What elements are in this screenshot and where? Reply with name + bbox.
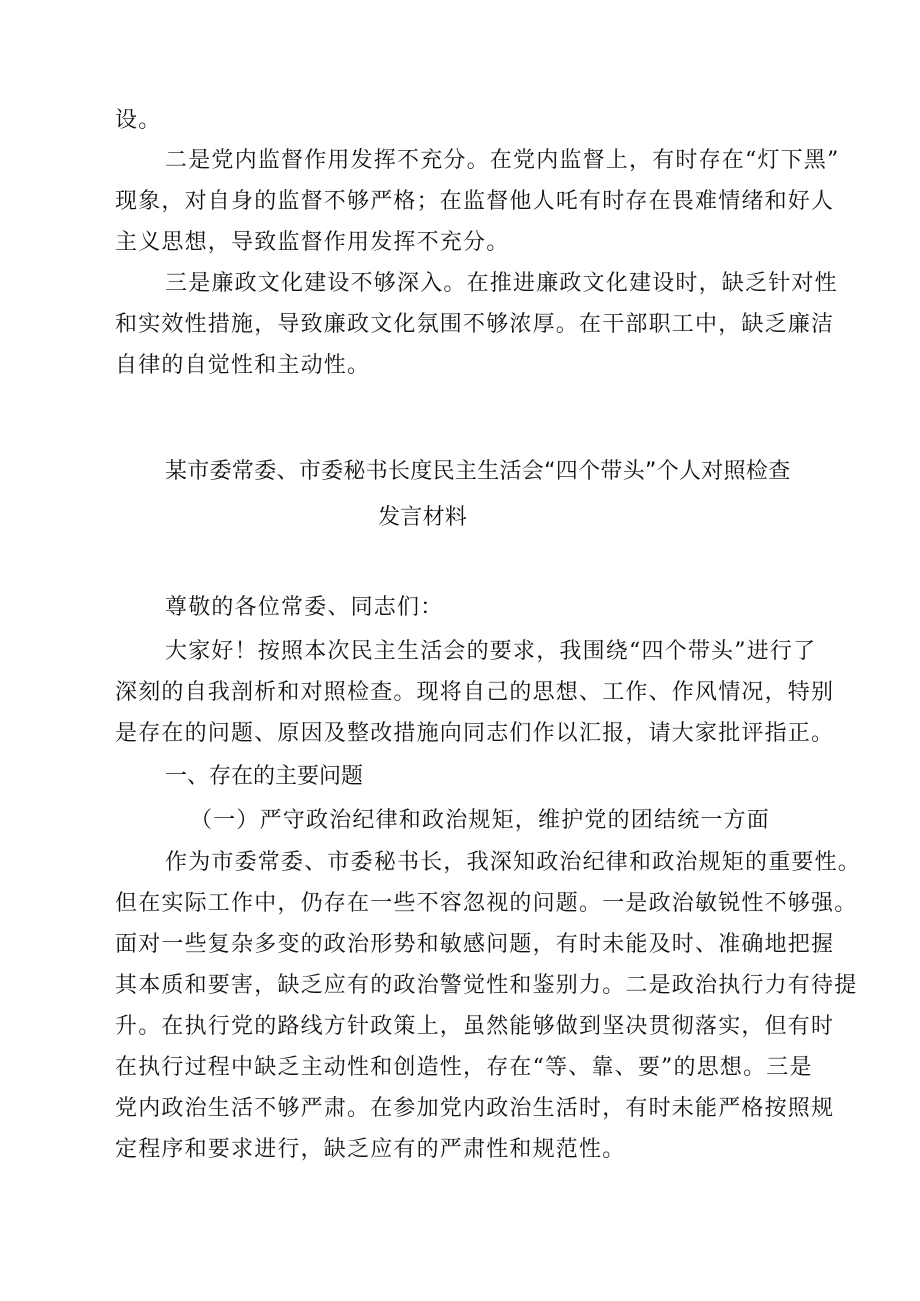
paragraph-line: 设。 [115, 108, 162, 133]
paragraph-line: 和实效性措施，导致廉政文化氛围不够浓厚。在干部职工中，缺乏廉洁 [115, 312, 835, 337]
body-line: 但在实际工作中，仍存在一些不容忽视的问题。一是政治敏锐性不够强。 [115, 891, 858, 916]
paragraph-line: 主义思想，导致监督作用发挥不充分。 [115, 230, 510, 255]
paragraph-line: 自律的自觉性和主动性。 [115, 353, 371, 378]
body-line: 作为市委常委、市委秘书长，我深知政治纪律和政治规矩的重要性。 [165, 850, 862, 875]
section-heading: 一、存在的主要问题 [165, 764, 364, 789]
salutation: 尊敬的各位常委、同志们： [165, 595, 444, 620]
intro-line: 大家好！按照本次民主生活会的要求，我围绕“四个带头”进行了 [165, 639, 817, 664]
intro-line: 是存在的问题、原因及整改措施向同志们作以汇报，请大家批评指正。 [115, 721, 835, 746]
paragraph-line: 现象，对自身的监督不够严格；在监督他人吒有时存在畏难情绪和好人 [115, 189, 835, 214]
paragraph-line: 三是廉政文化建设不够深入。在推进廉政文化建设时，缺乏针对性 [165, 271, 838, 296]
intro-line: 深刻的自我剖析和对照检查。现将自己的思想、工作、作风情况，特别 [115, 680, 835, 705]
body-line: 在执行过程中缺乏主动性和创造性，存在“等、靠、要”的思想。三是 [115, 1055, 813, 1080]
body-line: 升。在执行党的路线方针政策上，虽然能够做到坚决贯彻落实，但有时 [115, 1014, 835, 1039]
sub-heading: （一）严守政治纪律和政治规矩，维护党的团结统一方面 [190, 808, 771, 833]
paragraph-line: 二是党内监督作用发挥不充分。在党内监督上，有时存在“灯下黑” [165, 148, 840, 173]
body-line: 面对一些复杂多变的政治形势和敏感问题，有时未能及时、准确地把握 [115, 932, 835, 957]
document-title-line1: 某市委常委、市委秘书长度民主生活会“四个带头”个人对照检查 [165, 459, 791, 484]
body-line: 定程序和要求进行，缺乏应有的严肃性和规范性。 [115, 1137, 626, 1162]
body-line: 党内政治生活不够严肃。在参加党内政治生活时，有时未能严格按照规 [115, 1096, 835, 1121]
document-title-line2: 发言材料 [378, 505, 468, 530]
body-line: 其本质和要害，缺乏应有的政治警觉性和鉴别力。二是政治执行力有待提 [115, 973, 858, 998]
